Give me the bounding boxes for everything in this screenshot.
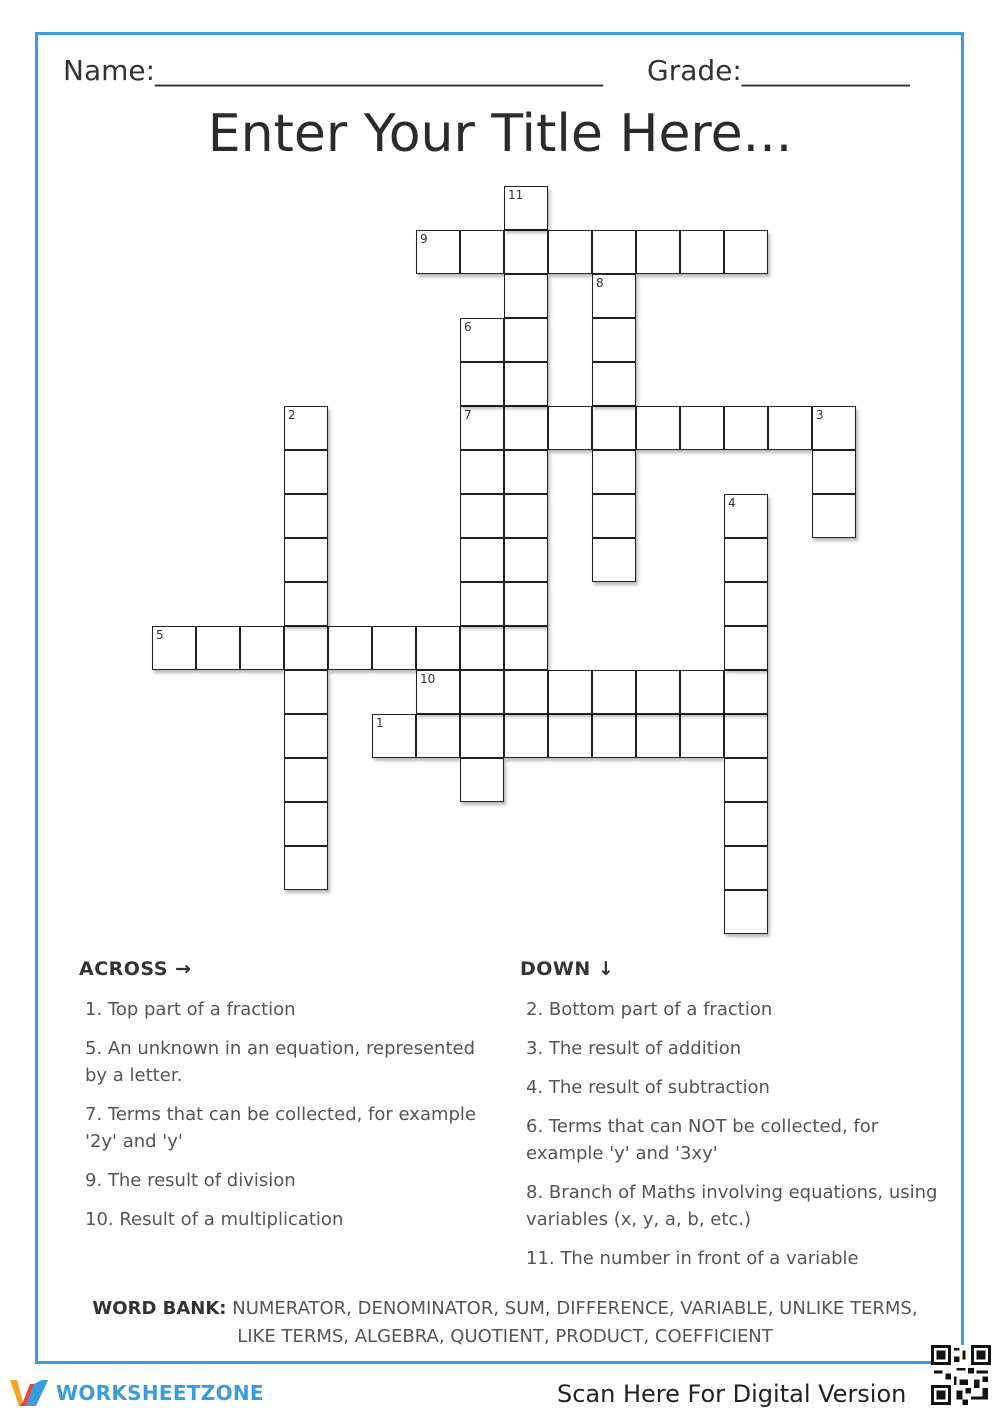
crossword-cell[interactable] [724,846,768,890]
logo-text: WORKSHEETZONE [56,1381,264,1405]
crossword-cell[interactable] [460,450,504,494]
clue-across-1: 1. Top part of a fraction [85,999,296,1020]
crossword-cell[interactable] [284,494,328,538]
crossword-cell[interactable] [592,230,636,274]
crossword-cell[interactable] [416,714,460,758]
crossword-cell[interactable] [812,494,856,538]
page-title: Enter Your Title Here... [207,104,793,164]
clue-across-7: 7. Terms that can be collected, for example '2y' and 'y' [85,1104,477,1152]
crossword-cell[interactable] [460,714,504,758]
crossword-cell[interactable] [724,890,768,934]
crossword-cell[interactable] [592,670,636,714]
crossword-cell[interactable] [504,318,548,362]
crossword-cell[interactable] [504,362,548,406]
w-logo-icon [10,1376,50,1410]
crossword-cell[interactable] [504,626,548,670]
clue-across-5: 5. An unknown in an equation, represented by a letter. [85,1038,476,1086]
crossword-cell[interactable] [592,318,636,362]
crossword-cell[interactable] [504,186,548,230]
crossword-cell[interactable] [636,670,680,714]
crossword-cell[interactable] [460,670,504,714]
name-field-line[interactable]: Name:________________________________ [63,54,604,87]
grade-field-line[interactable]: Grade:____________ [647,54,910,87]
crossword-cell[interactable] [372,714,416,758]
crossword-cell[interactable] [504,274,548,318]
crossword-cell[interactable] [460,318,504,362]
crossword-cell[interactable] [592,714,636,758]
crossword-cell[interactable] [460,582,504,626]
scan-here-text: Scan Here For Digital Version [557,1380,907,1408]
crossword-cell[interactable] [592,362,636,406]
crossword-cell[interactable] [196,626,240,670]
crossword-cell[interactable] [548,714,592,758]
clue-down-6: 6. Terms that can NOT be collected, for example 'y' and '3xy' [526,1116,879,1164]
crossword-cell[interactable] [636,406,680,450]
crossword-cell[interactable] [592,538,636,582]
clue-across-10: 10. Result of a multiplication [85,1209,344,1230]
down-clue-list [526,996,946,1284]
crossword-cell[interactable] [152,626,196,670]
crossword-cell[interactable] [592,274,636,318]
crossword-cell[interactable] [460,406,504,450]
clue-number: 1 [376,716,384,730]
down-heading: DOWN ↓ [520,958,615,980]
clue-number: 11 [508,188,524,202]
crossword-cell[interactable] [460,362,504,406]
crossword-cell[interactable] [724,538,768,582]
crossword-cell[interactable] [284,406,328,450]
crossword-cell[interactable] [768,406,812,450]
crossword-cell[interactable] [416,230,460,274]
crossword-cell[interactable] [636,230,680,274]
crossword-cell[interactable] [284,670,328,714]
clue-number: 3 [816,408,824,422]
crossword-cell[interactable] [460,626,504,670]
crossword-cell[interactable] [812,450,856,494]
crossword-cell[interactable] [372,626,416,670]
crossword-cell[interactable] [724,626,768,670]
crossword-cell[interactable] [724,230,768,274]
clue-number: 2 [288,408,296,422]
crossword-cell[interactable] [416,626,460,670]
word-bank [90,1295,920,1351]
crossword-cell[interactable] [592,450,636,494]
clue-number: 7 [464,408,472,422]
crossword-cell[interactable] [284,714,328,758]
crossword-cell[interactable] [460,758,504,802]
crossword-cell[interactable] [724,802,768,846]
crossword-cell[interactable] [504,406,548,450]
crossword-cell[interactable] [284,450,328,494]
crossword-cell[interactable] [284,846,328,890]
word-bank-words: NUMERATOR, DENOMINATOR, SUM, DIFFERENCE, VARIABLE, UNLIKE TERMS, LIKE TERMS, ALGEBRA, QUOTIENT, PRODUCT, COEFFICIENT [232,1298,918,1347]
crossword-cell[interactable] [504,582,548,626]
crossword-cell[interactable] [548,670,592,714]
crossword-cell[interactable] [592,494,636,538]
worksheetzone-logo[interactable] [10,1376,264,1410]
across-clue-list [85,996,485,1245]
crossword-cell[interactable] [724,582,768,626]
crossword-cell[interactable] [460,494,504,538]
crossword-cell[interactable] [636,714,680,758]
crossword-cell[interactable] [504,538,548,582]
crossword-cell[interactable] [724,494,768,538]
crossword-cell[interactable] [680,230,724,274]
clue-number: 5 [156,628,164,642]
crossword-cell[interactable] [284,538,328,582]
crossword-cell[interactable] [724,758,768,802]
clue-down-2: 2. Bottom part of a fraction [526,999,773,1020]
clue-down-4: 4. The result of subtraction [526,1077,770,1098]
crossword-cell[interactable] [680,714,724,758]
clue-across-9: 9. The result of division [85,1170,296,1191]
crossword-cell[interactable] [504,714,548,758]
crossword-cell[interactable] [328,626,372,670]
crossword-cell[interactable] [724,714,768,758]
crossword-cell[interactable] [812,406,856,450]
crossword-cell[interactable] [680,670,724,714]
crossword-cell[interactable] [504,450,548,494]
crossword-cell[interactable] [460,538,504,582]
crossword-cell[interactable] [724,406,768,450]
crossword-cell[interactable] [504,494,548,538]
crossword-cell[interactable] [504,230,548,274]
clue-down-3: 3. The result of addition [526,1038,742,1059]
word-bank-label: WORD BANK: [92,1298,227,1319]
crossword-cell[interactable] [284,802,328,846]
crossword-cell[interactable] [592,406,636,450]
clue-number: 6 [464,320,472,334]
qr-code-icon[interactable] [931,1345,991,1405]
crossword-cell[interactable] [460,230,504,274]
crossword-cell[interactable] [548,406,592,450]
clue-down-8: 8. Branch of Maths involving equations, using variables (x, y, a, b, etc.) [526,1182,938,1230]
across-heading: ACROSS → [79,958,192,980]
clue-number: 10 [420,672,436,686]
crossword-cell[interactable] [548,230,592,274]
crossword-cell[interactable] [284,582,328,626]
clue-number: 4 [728,496,736,510]
clue-number: 8 [596,276,604,290]
crossword-cell[interactable] [724,670,768,714]
crossword-cell[interactable] [284,626,328,670]
crossword-cell[interactable] [504,670,548,714]
crossword-cell[interactable] [680,406,724,450]
crossword-cell[interactable] [240,626,284,670]
crossword-cell[interactable] [284,758,328,802]
clue-down-11: 11. The number in front of a variable [526,1248,859,1269]
crossword-cell[interactable] [416,670,460,714]
clue-number: 9 [420,232,428,246]
